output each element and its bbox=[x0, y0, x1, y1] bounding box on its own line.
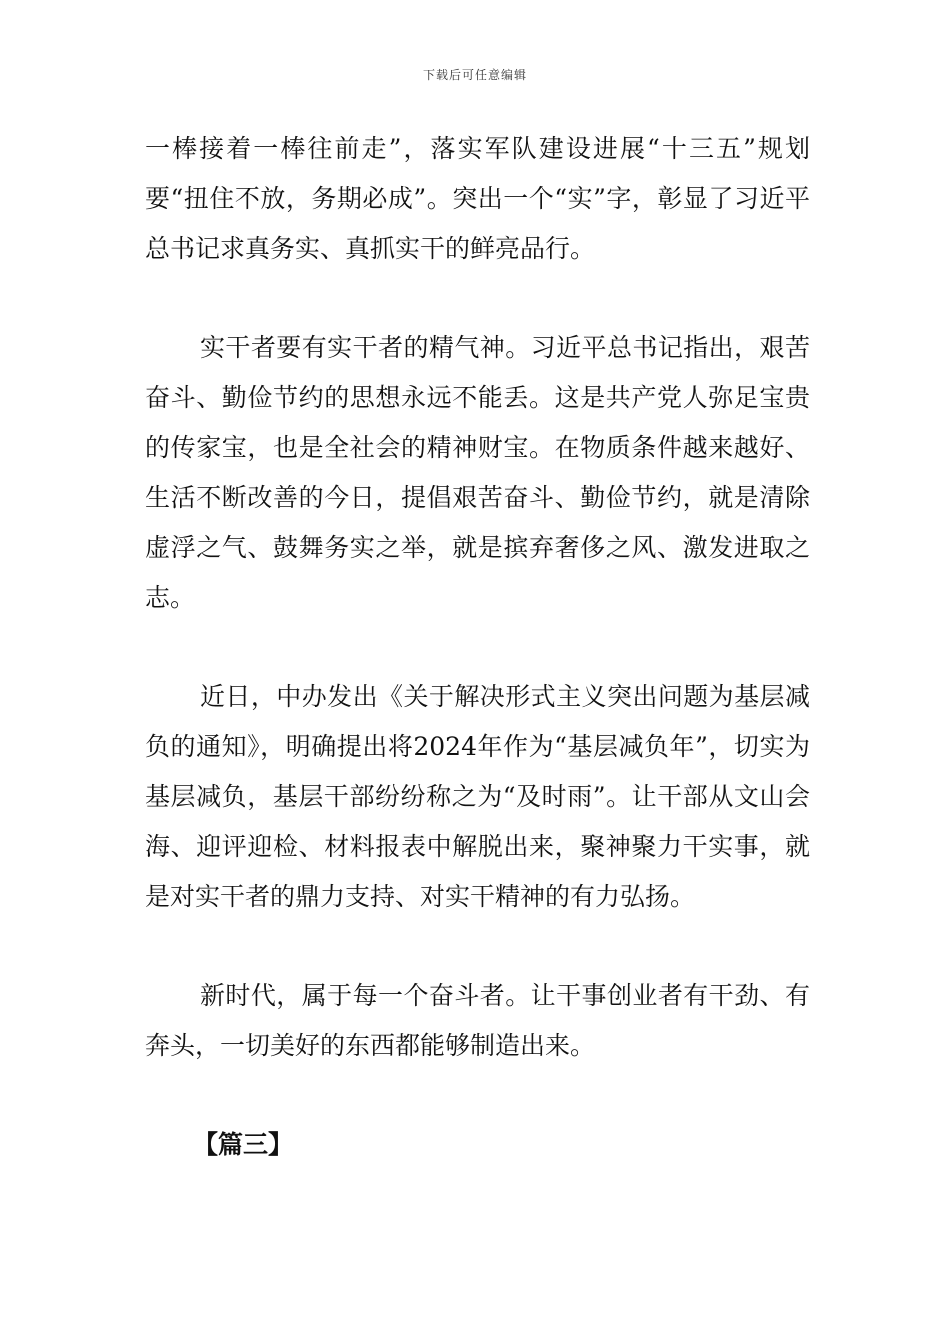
paragraph-notice: 近日，中办发出《关于解决形式主义突出问题为基层减负的通知》，明确提出将2024年作为“基层减负年”，切实为基层减负，基层干部纷纷称之为“及时雨”。让干部从文山会海、迎评迎检、材料报表中解脱出来，聚神聚力干实事，就是对实干者的鼎力支持、对实干精神的有力弘扬。 bbox=[145, 682, 810, 911]
paragraph-spirit: 实干者要有实干者的精气神。习近平总书记指出，艰苦奋斗、勤俭节约的思想永远不能丢。这是共产党人弥足宝贵的传家宝，也是全社会的精神财宝。在物质条件越来越好、生活不断改善的今日，提倡艰苦奋斗、勤俭节约，就是清除虚浮之气、鼓舞务实之举，就是摈弃奢侈之风、激发进取之志。 bbox=[145, 333, 810, 612]
section-heading: 【篇三】 bbox=[193, 1130, 294, 1159]
page-header-note: 下载后可任意编辑 bbox=[422, 68, 527, 82]
paragraph-new-era: 新时代，属于每一个奋斗者。让干事创业者有干劲、有奔头，一切美好的东西都能够制造出来。 bbox=[145, 981, 810, 1060]
document-body bbox=[145, 124, 810, 1170]
paragraph-continuation: 一棒接着一棒往前走”，落实军队建设进展“十三五”规划要“扭住不放，务期必成”。突出一个“实”字，彰显了习近平总书记求真务实、真抓实干的鲜亮品行。 bbox=[145, 134, 810, 263]
